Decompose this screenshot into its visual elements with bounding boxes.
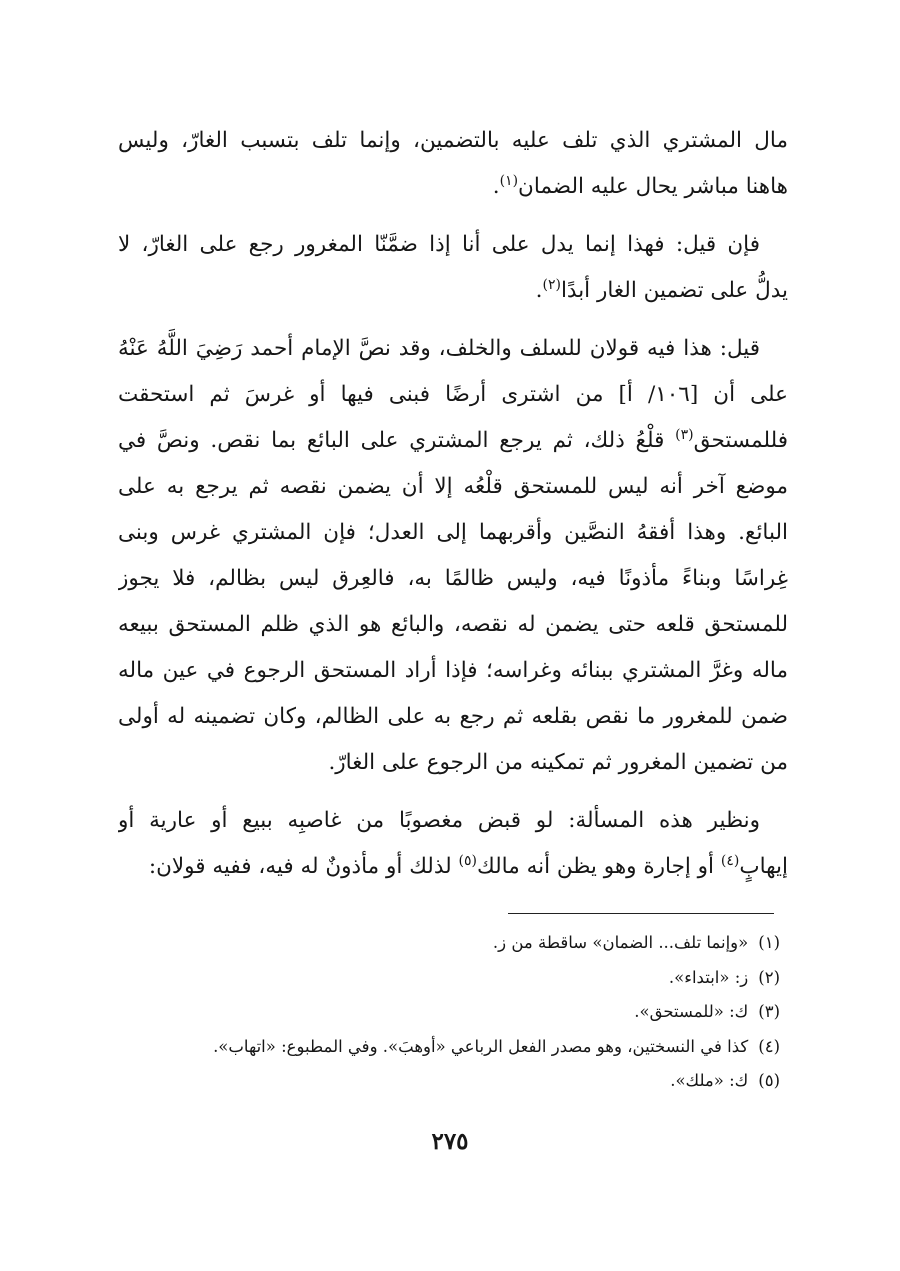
footnote-2 [118,961,780,996]
paragraph-4 [118,798,788,890]
paragraph-1 [118,118,788,210]
text-line: ضمن للمغرور ما نقص بقلعه ثم رجع به على الظالم، وكان تضمينه له أولى [118,704,788,729]
text-line: ماله وغرَّ المشتري ببنائه وغراسه؛ فإذا أراد المستحق الرجوع في عين ماله [118,658,788,683]
footnote-text: ز: «ابتداء». [668,967,749,987]
text-line: موضع آخر أنه ليس للمستحق قلْعُه إلا أن يضمن نقصه ثم يرجع به على [118,474,788,499]
text-line: مال المشتري الذي تلف عليه بالتضمين، وإنما تلف بتسبب الغارّ، وليس [118,128,788,153]
text-line: على أن [١٠٦/ أ] من اشترى أرضًا فبنى فيها أو غرسَ ثم استحقت [118,382,788,407]
text-line: هاهنا مباشر يحال عليه الضمان$^{(١)}$. [492,172,788,199]
footnote-number: (٣) [758,1002,780,1021]
footnote-text: ك: «للمستحق». [634,1002,749,1021]
footnote-text: كذا في النسختين، وهو مصدر الفعل الرباعي «أوهبَ». وفي المطبوع: «اتهاب». [213,1036,749,1056]
footnote-number: (٢) [758,967,780,987]
footnote-number: (٥) [758,1071,780,1090]
main-text [118,118,788,902]
paragraph-2 [118,222,788,314]
footnote-1 [118,926,780,961]
text-line: يدلُّ على تضمين الغار أبدًا$^{(٢)}$. [535,276,788,303]
text-line: فللمستحق$^{(٣)}$ قلْعُ ذلك، ثم يرجع المشتري على البائع بما نقص. ونصَّ في [118,426,788,453]
footnote-ref-2[interactable]: (٢) [542,276,561,293]
footnote-ref-5[interactable]: (٥) [458,852,477,869]
footnote-number: (٤) [758,1036,780,1056]
footnote-4 [118,1030,780,1065]
text-line: قيل: هذا فيه قولان للسلف والخلف، وقد نصَّ الإمام أحمد رَضِيَ اللَّهُ عَنْهُ [118,336,760,361]
footnote-separator [508,913,774,914]
paragraph-3 [118,326,788,786]
footnote-ref-3[interactable]: (٣) [675,426,694,443]
footnotes [118,926,780,1099]
text-line: البائع. وهذا أفقهُ النصَّين وأقربهما إلى العدل؛ فإن المشتري غرس وبنى [118,520,788,545]
footnote-ref-4[interactable]: (٤) [720,852,740,869]
text-line: فإن قيل: فهذا إنما يدل على أنا إذا ضمَّنّا المغرور رجع على الغارّ، لا [118,232,760,257]
footnote-number: (١) [758,933,780,952]
text-line: من تضمين المغرور ثم تمكينه من الرجوع على الغارّ. [328,750,788,775]
text-line: إيهابٍ$^{(٤)}$ أو إجارة وهو يظن أنه مالك$^{(٥)}$ لذلك أو مأذونٌ له فيه، ففيه قولان: [148,852,788,879]
footnote-text: ك: «ملك». [670,1071,749,1090]
text-line: غِراسًا وبناءً مأذونًا فيه، وليس ظالمًا به، فالعِرق ليس بظالم، فلا يجوز [118,566,788,591]
footnote-3 [118,995,780,1030]
footnote-text: «وإنما تلف... الضمان» ساقطة من ز. [492,933,749,952]
footnote-ref-1[interactable]: (١) [499,172,519,189]
footnote-5 [118,1064,780,1099]
page-number: ٢٧٥ [431,1128,469,1155]
text-line: للمستحق قلعه حتى يضمن له نقصه، والبائع هو الذي ظلم المستحق ببيعه [118,612,788,637]
text-line: ونظير هذه المسألة: لو قبض مغصوبًا من غاصبِه ببيع أو عارية أو [118,808,760,833]
